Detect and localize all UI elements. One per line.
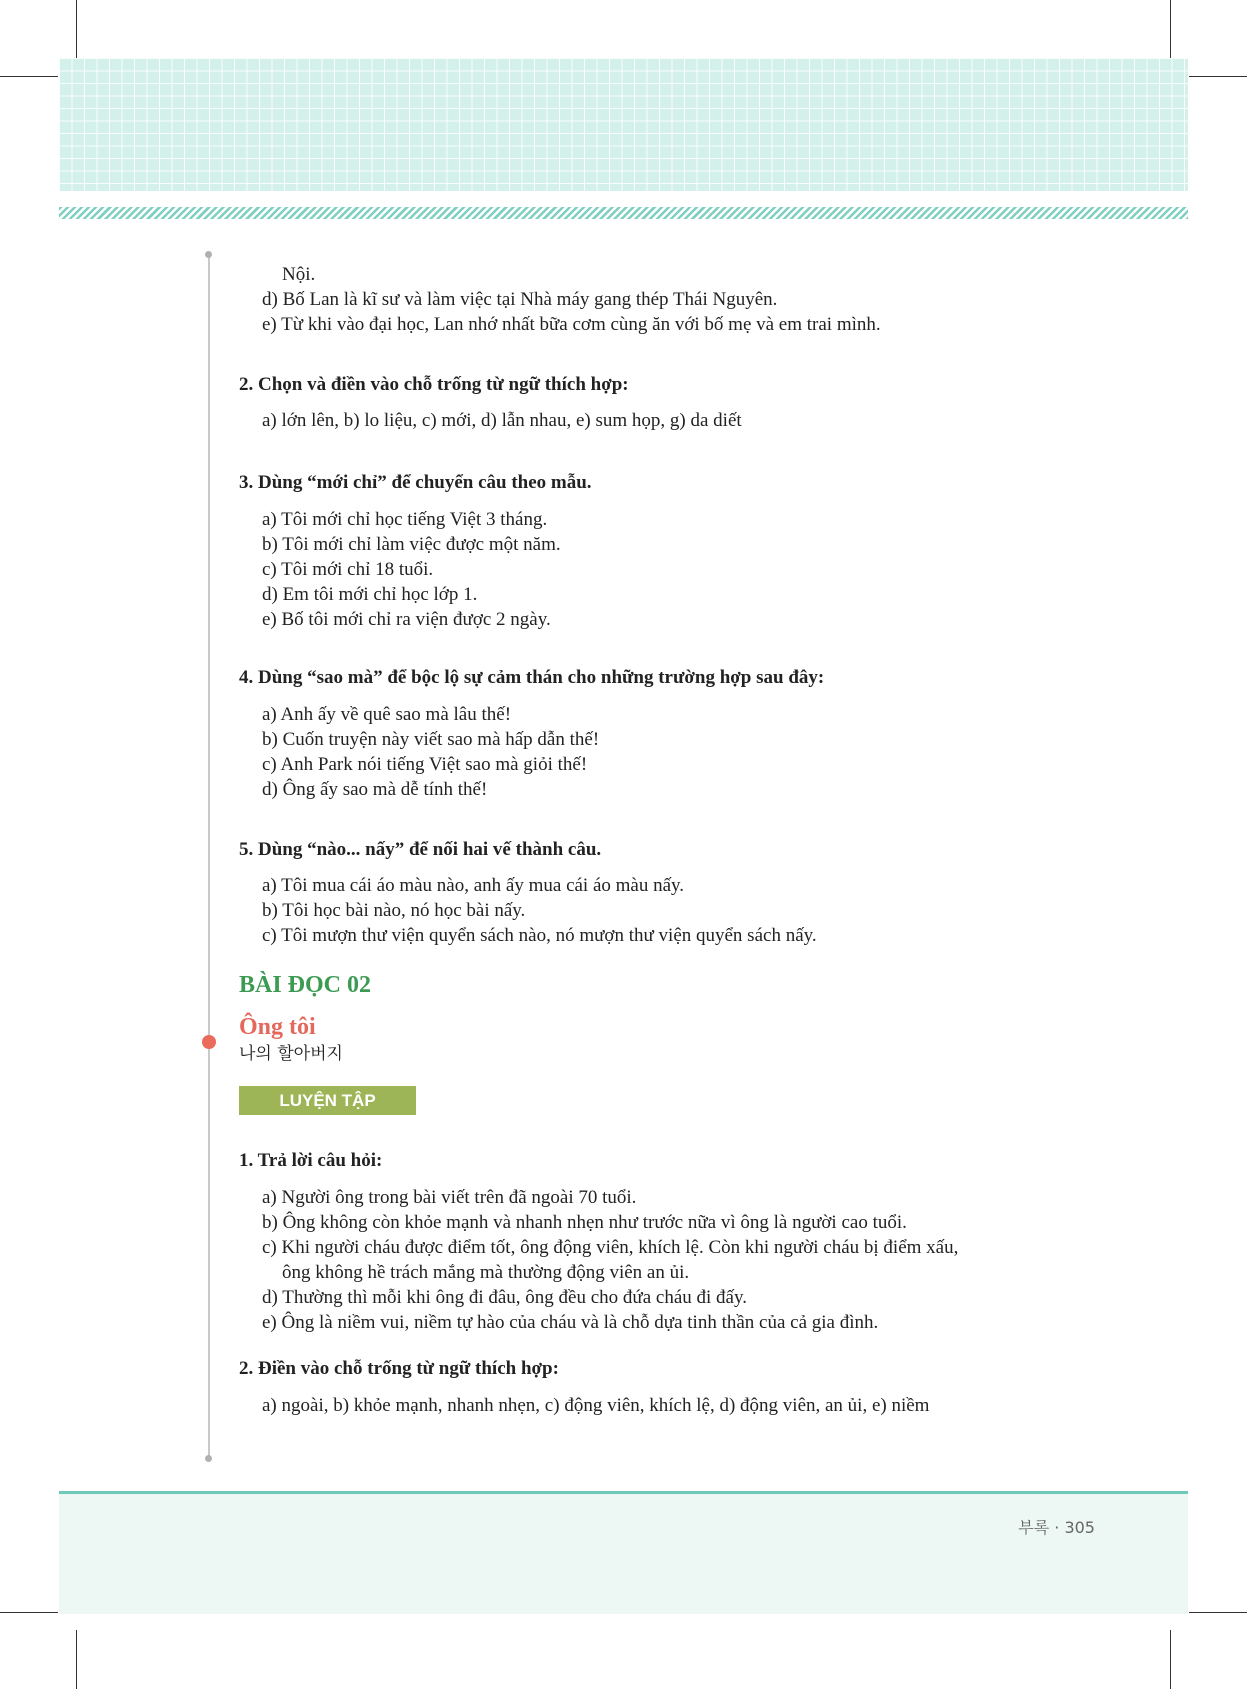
answer-line: b) Ông không còn khỏe mạnh và nhanh nhẹn như trước nữa vì ông là người cao tuổi. — [262, 1212, 907, 1233]
crop-mark — [0, 1612, 58, 1613]
crop-mark — [76, 0, 77, 58]
answer-line: a) Anh ấy về quê sao mà lâu thế! — [262, 704, 512, 725]
practice-1 — [239, 1148, 1139, 1335]
exercise-3 — [239, 470, 1139, 632]
lesson-marker-dot — [202, 1035, 216, 1049]
crop-mark — [1170, 1630, 1171, 1689]
exercise-heading: 4. Dùng “sao mà” để bộc lộ sự cảm thán cho những trường hợp sau đây: — [239, 667, 825, 688]
exercise-heading: 2. Điền vào chỗ trống từ ngữ thích hợp: — [239, 1358, 559, 1379]
answer-line: e) Ông là niềm vui, niềm tự hào của cháu và là chỗ dựa tinh thần của cả gia đình. — [262, 1312, 879, 1333]
lesson-title: Ông tôi — [239, 1014, 316, 1040]
crop-mark — [1170, 0, 1171, 58]
exercise-4 — [239, 665, 1139, 802]
exercise-heading: 5. Dùng “nào... nấy” để nối hai vế thành câu. — [239, 839, 602, 860]
crop-mark — [1189, 1612, 1247, 1613]
exercise-heading: 3. Dùng “mới chỉ” để chuyển câu theo mẫu. — [239, 472, 592, 493]
answer-line: a) Tôi mua cái áo màu nào, anh ấy mua cái áo màu nấy. — [262, 875, 685, 896]
text-line: e) Từ khi vào đại học, Lan nhớ nhất bữa cơm cùng ăn với bố mẹ và em trai mình. — [262, 314, 881, 335]
exercise-5 — [239, 837, 1139, 948]
header-stripe — [59, 207, 1188, 219]
answer-line: c) Tôi mượn thư viện quyển sách nào, nó mượn thư viện quyển sách nấy. — [262, 925, 817, 946]
footer-band — [59, 1494, 1188, 1614]
answer-line: b) Tôi học bài nào, nó học bài nấy. — [262, 900, 526, 921]
exercise-heading: 1. Trả lời câu hỏi: — [239, 1150, 383, 1171]
answer-line: a) ngoài, b) khỏe mạnh, nhanh nhẹn, c) động viên, khích lệ, d) động viên, an ủi, e) niềm — [262, 1395, 930, 1416]
answer-line: b) Tôi mới chỉ làm việc được một năm. — [262, 534, 561, 555]
exercise-2 — [239, 372, 1139, 433]
answer-line: a) Tôi mới chỉ học tiếng Việt 3 tháng. — [262, 509, 548, 530]
answer-line: e) Bố tôi mới chỉ ra viện được 2 ngày. — [262, 609, 551, 630]
answer-line: ông không hề trách mắng mà thường động viên an ủi. — [282, 1262, 690, 1283]
margin-rule — [208, 254, 210, 1458]
text-line: Nội. — [282, 264, 316, 285]
answer-line: d) Thường thì mỗi khi ông đi đâu, ông đều cho đứa cháu đi đấy. — [262, 1287, 747, 1308]
margin-rule-dot-bottom — [205, 1455, 212, 1462]
practice-2 — [239, 1356, 1139, 1418]
crop-mark — [0, 76, 58, 77]
answer-line: c) Anh Park nói tiếng Việt sao mà giỏi thế! — [262, 754, 588, 775]
practice-badge: LUYỆN TẬP — [239, 1086, 416, 1115]
lesson-korean-subtitle: 나의 할아버지 — [239, 1044, 343, 1064]
answer-line: a) lớn lên, b) lo liệu, c) mới, d) lẫn nhau, e) sum họp, g) da diết — [262, 410, 742, 431]
answer-line: c) Khi người cháu được điểm tốt, ông động viên, khích lệ. Còn khi người cháu bị điểm xấu, — [262, 1237, 959, 1258]
page-number: 부록 · 305 — [1018, 1518, 1095, 1537]
answer-line: d) Em tôi mới chỉ học lớp 1. — [262, 584, 478, 605]
margin-rule-dot-top — [205, 251, 212, 258]
header-grid-band — [59, 58, 1188, 191]
section-title: BÀI ĐỌC 02 — [239, 972, 372, 998]
crop-mark — [76, 1630, 77, 1689]
page-content — [239, 262, 1139, 1418]
answer-line: c) Tôi mới chỉ 18 tuổi. — [262, 559, 434, 580]
answer-line: d) Ông ấy sao mà dễ tính thế! — [262, 779, 488, 800]
answer-line: b) Cuốn truyện này viết sao mà hấp dẫn thế! — [262, 729, 600, 750]
text-line: d) Bố Lan là kĩ sư và làm việc tại Nhà máy gang thép Thái Nguyên. — [262, 289, 778, 310]
crop-mark — [1189, 76, 1247, 77]
continuation-block — [239, 262, 1139, 337]
answer-line: a) Người ông trong bài viết trên đã ngoài 70 tuổi. — [262, 1187, 637, 1208]
exercise-heading: 2. Chọn và điền vào chỗ trống từ ngữ thích hợp: — [239, 374, 629, 395]
